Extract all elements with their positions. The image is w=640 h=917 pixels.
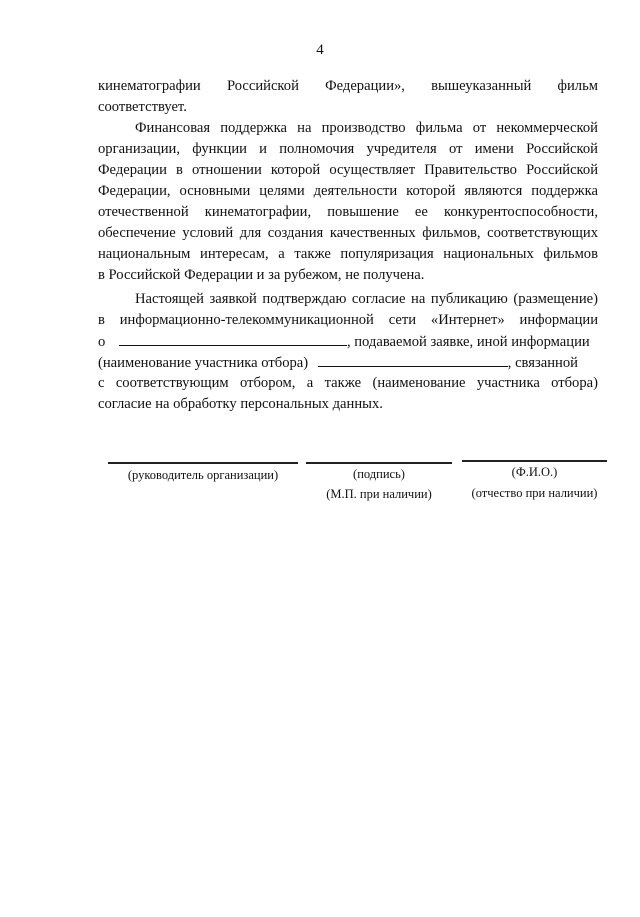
line-prefix: о [98, 334, 106, 350]
word: Российской [226, 78, 299, 94]
fill-in-blank [119, 331, 347, 346]
para1-line: организации, функции и полномочия учредителя от имени Российской [98, 141, 598, 157]
head-signature-line [108, 462, 298, 464]
word: Федерации», [325, 78, 405, 94]
line-suffix: , подаваемой заявке, иной информации [346, 334, 590, 350]
para1-line: Федерации в отношении которой осуществляет Правительство Российской [98, 162, 598, 178]
para2-line6: согласие на обработку персональных данных. [98, 396, 383, 412]
para2-line1: Настоящей заявкой подтверждаю согласие на публикацию (размещение) [135, 291, 598, 307]
fill-in-blank [318, 352, 508, 367]
para0-line1 [98, 76, 598, 96]
word: фильм [557, 78, 598, 94]
para1-line: обеспечение условий для создания качественных фильмов, соответствующих [98, 225, 598, 241]
word: вышеуказанный [431, 78, 532, 94]
sign-caption: (подпись) [353, 467, 405, 481]
stamp-caption: (М.П. при наличии) [326, 487, 432, 501]
patronymic-caption: (отчество при наличии) [471, 486, 598, 500]
para2-line3 [98, 331, 590, 352]
para1-line: Финансовая поддержка на производство фильма от некоммерческой [135, 120, 598, 136]
fio-signature-line [462, 460, 607, 462]
word: кинематографии [98, 78, 201, 94]
signature-line [306, 462, 452, 464]
head-caption: (руководитель организации) [127, 468, 279, 482]
para0-line2: соответствует. [98, 99, 187, 115]
para2-line2: в информационно-телекоммуникационной сети «Интернет» информации [98, 312, 598, 328]
para1-line: отечественной кинематографии, повышение ее конкурентоспособности, [98, 204, 598, 220]
fio-caption: (Ф.И.О.) [511, 465, 558, 479]
para2-line4 [98, 352, 578, 373]
para2-line5: с соответствующим отбором, а также (наименование участника отбора) [98, 375, 598, 391]
para1-last-line: в Российской Федерации и за рубежом, не получена. [98, 267, 425, 283]
para1-line: национальным интересам, а также популяризация национальных фильмов [98, 246, 598, 262]
page-number: 4 [316, 42, 324, 58]
para1-line: Федерации, основными целями деятельности которой являются поддержка [98, 183, 598, 199]
line-prefix: (наименование участника отбора) [98, 355, 309, 371]
line-suffix: , связанной [507, 355, 578, 371]
